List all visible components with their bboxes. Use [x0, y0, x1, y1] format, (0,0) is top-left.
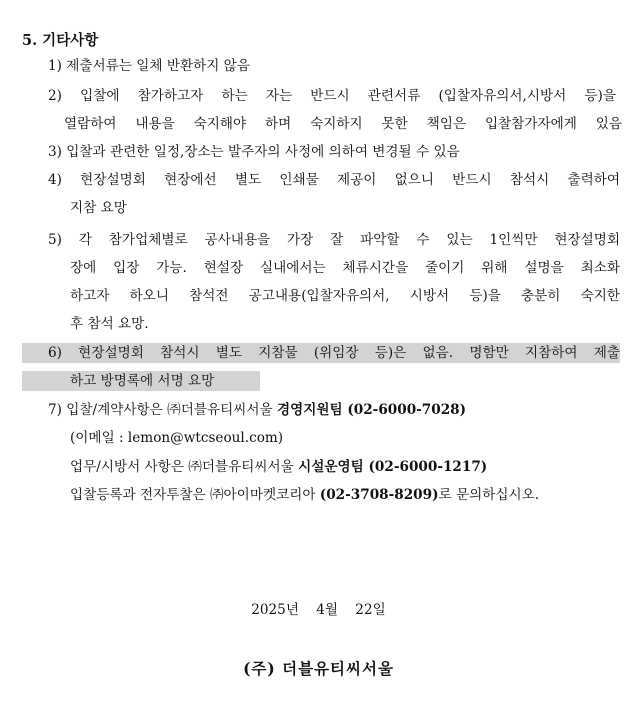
item-5-line-4: 후 참석 요망.: [70, 316, 149, 332]
item-4-line-2: 지참 요망: [70, 200, 127, 216]
company-name: (주) 더블유티씨서울: [243, 659, 394, 678]
item-7-email: (이메일 : lemon@wtcseoul.com): [70, 430, 284, 446]
item-7-registration-suffix: 로 문의하십시오.: [438, 487, 540, 503]
item-5-line-3: 하고자 하오니 참석전 공고내용(입찰자유의서, 시방서 등)을 충분히 숙지한: [70, 288, 620, 304]
item-2-line-2: 열람하여 내용을 숙지해야 하며 숙지하지 못한 책임은 입찰참가자에게 있음: [64, 116, 622, 132]
item-7-work: [70, 457, 487, 477]
section-title: 5. 기타사항: [22, 32, 99, 49]
item-7-work-text: 업무/시방서 사항은 ㈜더블유티씨서울: [70, 459, 299, 475]
item-6-line-2: 하고 방명록에 서명 요망: [22, 371, 260, 391]
item-6-line-1: 6) 현장설명회 참석시 별도 지참물 (위임장 등)은 없음. 명함만 지참하여 제출: [22, 343, 620, 363]
item-5-line-2: 장에 입장 가능. 현설장 실내에서는 체류시간을 줄이기 위해 설명을 최소화: [70, 260, 620, 276]
item-4-line-1: 4) 현장설명회 현장에선 별도 인쇄물 제공이 없으니 반드시 참석시 출력하여: [48, 172, 620, 188]
item-3: 3) 입찰과 관련한 일정,장소는 발주자의 사정에 의하여 변경될 수 있음: [48, 144, 460, 160]
item-5-line-1: 5) 각 참가업체별로 공사내용을 가장 잘 파악할 수 있는 1인씩만 현장설명회: [48, 232, 620, 248]
item-7-contract-text: 7) 입찰/계약사항은 ㈜더블유티씨서울: [48, 402, 277, 418]
item-7-registration: [70, 485, 539, 505]
document-date: 2025년 4월 22일: [251, 602, 386, 618]
item-7-work-team: 시설운영팀 (02-6000-1217): [298, 459, 488, 475]
item-7-registration-phone: (02-3708-8209): [319, 487, 439, 503]
item-7-contract-team: 경영지원팀 (02-6000-7028): [276, 402, 467, 418]
item-2-line-1: 2) 입찰에 참가하고자 하는 자는 반드시 관련서류 (입찰자유의서,시방서 등)을: [48, 88, 616, 104]
item-7-contract: [48, 400, 466, 420]
item-7-registration-text: 입찰등록과 전자투찰은 ㈜아이마켓코리아: [70, 487, 320, 503]
item-1: 1) 제출서류는 일체 반환하지 않음: [48, 58, 250, 74]
